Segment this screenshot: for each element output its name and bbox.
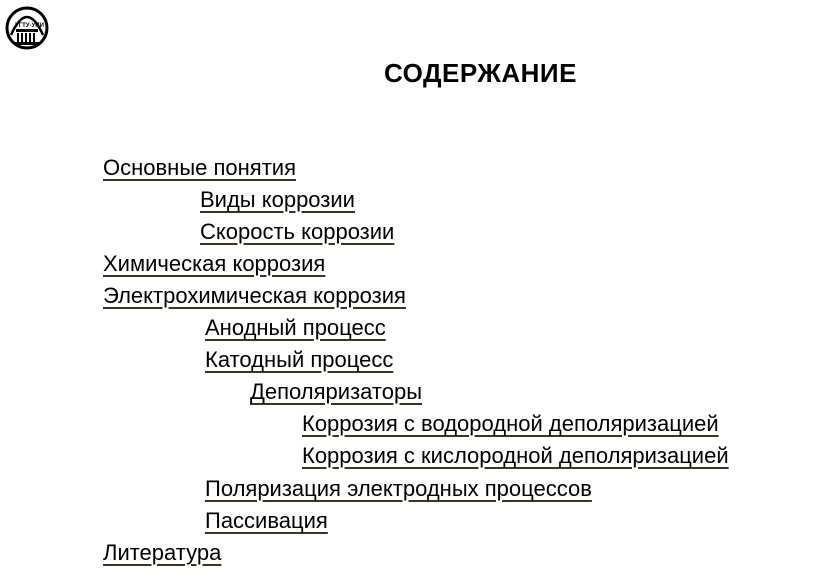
- toc-link-cathodic-process[interactable]: Катодный процесс: [205, 347, 394, 372]
- toc-link-electrode-polarization[interactable]: Поляризация электродных процессов: [205, 476, 592, 501]
- toc-link-anodic-process[interactable]: Анодный процесс: [205, 315, 386, 340]
- toc-link-corrosion-rate[interactable]: Скорость коррозии: [200, 219, 395, 244]
- toc-link-depolarizers[interactable]: Деполяризаторы: [250, 379, 423, 404]
- page-title: СОДЕРЖАНИЕ: [384, 58, 577, 88]
- toc-link-corrosion-types[interactable]: Виды коррозии: [200, 187, 355, 212]
- toc-link-passivation[interactable]: Пассивация: [205, 508, 328, 533]
- toc-link-basic-concepts[interactable]: Основные понятия: [103, 155, 296, 180]
- toc-link-electrochemical-corrosion[interactable]: Электрохимическая коррозия: [103, 283, 406, 308]
- toc-link-hydrogen-depolarization[interactable]: Коррозия с водородной деполяризацией: [302, 411, 719, 436]
- toc-link-oxygen-depolarization[interactable]: Коррозия с кислородной деполяризацией: [302, 443, 729, 468]
- toc-link-chemical-corrosion[interactable]: Химическая коррозия: [103, 251, 326, 276]
- university-logo: [5, 5, 49, 51]
- logo-text: УГТУ-УПИ: [15, 23, 44, 29]
- toc-link-literature[interactable]: Литература: [103, 540, 222, 565]
- university-emblem-icon: [5, 5, 49, 51]
